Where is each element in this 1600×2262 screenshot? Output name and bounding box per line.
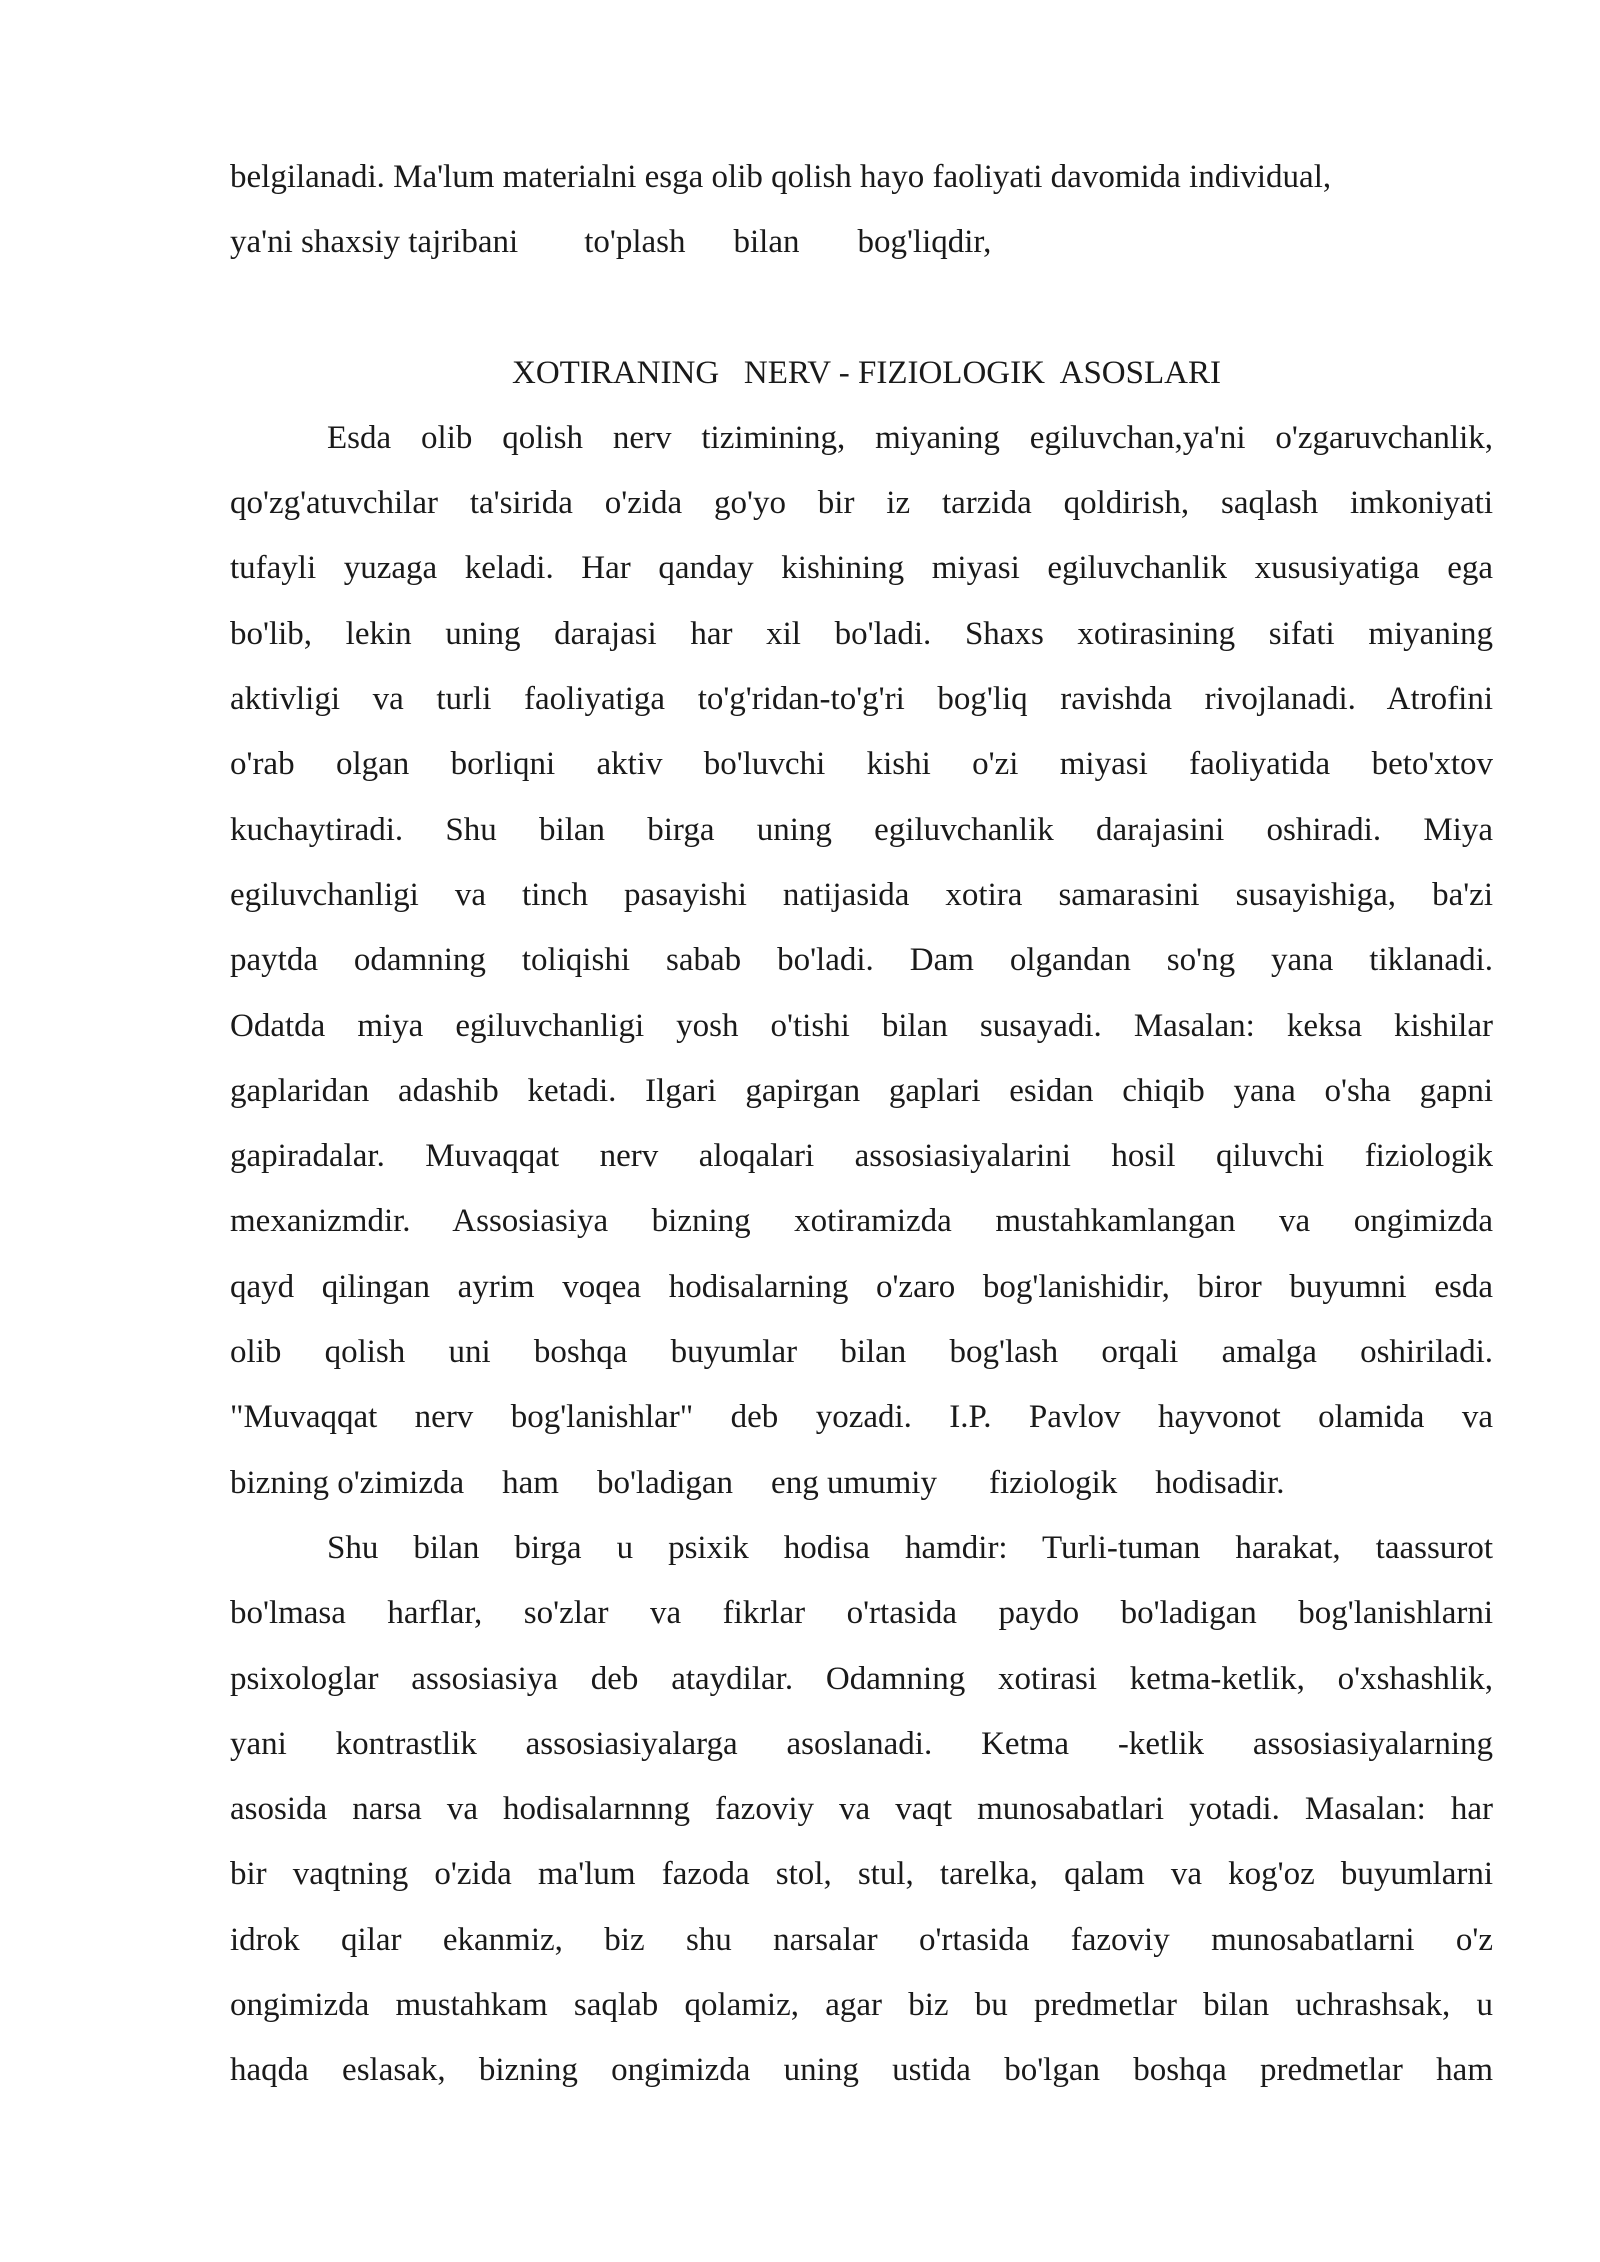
paragraph-line: ongimizda mustahkam saqlab qolamiz, agar biz bu predmetlar bilan uchrashsak, u <box>230 1987 1493 2024</box>
intro-line-2-part: bog'liqdir, <box>857 224 992 261</box>
paragraph-line: idrok qilar ekanmiz, biz shu narsalar o'rtasida fazoviy munosabatlarni o'z <box>230 1921 1493 1958</box>
paragraph-line: asosida narsa va hodisalarnnng fazoviy va vaqt munosabatlari yotadi. Masalan: har <box>230 1791 1493 1828</box>
last-line-part: fiziologik <box>988 1464 1118 1501</box>
paragraph-line: tufayli yuzaga keladi. Har qanday kishining miyasi egiluvchanlik xususiyatiga ega <box>230 550 1493 587</box>
paragraph-line: aktivligi va turli faoliyatiga to'g'ridan-to'g'ri bog'liq ravishda rivojlanadi. Atrofini <box>230 681 1493 718</box>
document-page <box>230 145 1493 2104</box>
paragraph-line: psixologlar assosiasiya deb ataydilar. Odamning xotirasi ketma-ketlik, o'xshashlik, <box>230 1660 1493 1697</box>
intro-line-2-part: ya'ni shaxsiy tajribani <box>230 224 519 261</box>
paragraph-line: gapiradalar. Muvaqqat nerv aloqalari assosiasiyalarini hosil qiluvchi fiziologik <box>230 1138 1493 1175</box>
paragraph-2 <box>230 1516 1493 2104</box>
paragraph-1 <box>230 406 1493 1516</box>
intro-line-2-part: bilan <box>733 224 800 261</box>
last-line-part: bizning o'zimizda <box>230 1464 465 1501</box>
paragraph-line: qayd qilingan ayrim voqea hodisalarning o'zaro bog'lanishidir, biror buyumni esda <box>230 1268 1493 1305</box>
paragraph-line: "Muvaqqat nerv bog'lanishlar" deb yozadi. I.P. Pavlov hayvonot olamida va <box>230 1399 1493 1436</box>
paragraph-line: bo'lmasa harflar, so'zlar va fikrlar o'rtasida paydo bo'ladigan bog'lanishlarni <box>230 1595 1493 1632</box>
last-line-part: eng umumiy <box>771 1464 937 1501</box>
paragraph-line: yani kontrastlik assosiasiyalarga asoslanadi. Ketma -ketlik assosiasiyalarning <box>230 1725 1493 1762</box>
paragraph-line: gaplaridan adashib ketadi. Ilgari gapirgan gaplari esidan chiqib yana o'sha gapni <box>230 1072 1493 1109</box>
paragraph-line: haqda eslasak, bizning ongimizda uning ustida bo'lgan boshqa predmetlar ham <box>230 2052 1493 2089</box>
intro-line-1: belgilanadi. Ma'lum materialni esga olib qolish hayo faoliyati davomida individual, <box>230 159 1332 195</box>
paragraph-line: Shu bilan birga u psixik hodisa hamdir: Turli-tuman harakat, taassurot <box>327 1529 1493 1566</box>
paragraph-line: egiluvchanligi va tinch pasayishi natijasida xotira samarasini susayishiga, ba'zi <box>230 876 1493 913</box>
last-line-part: bo'ladigan <box>596 1464 734 1501</box>
paragraph-line: qo'zg'atuvchilar ta'sirida o'zida go'yo bir iz tarzida qoldirish, saqlash imkoniyati <box>230 485 1493 522</box>
paragraph-line: bir vaqtning o'zida ma'lum fazoda stol, stul, tarelka, qalam va kog'oz buyumlarni <box>230 1856 1493 1893</box>
paragraph-line: mexanizmdir. Assosiasiya bizning xotiramizda mustahkamlangan va ongimizda <box>230 1203 1493 1240</box>
paragraph-line: bo'lib, lekin uning darajasi har xil bo'ladi. Shaxs xotirasining sifati miyaning <box>230 615 1493 652</box>
paragraph-line: o'rab olgan borliqni aktiv bo'luvchi kishi o'zi miyasi faoliyatida beto'xtov <box>230 746 1493 783</box>
paragraph-line: olib qolish uni boshqa buyumlar bilan bog'lash orqali amalga oshiriladi. <box>230 1334 1493 1371</box>
intro-line-2 <box>230 210 1493 275</box>
paragraph-line: kuchaytiradi. Shu bilan birga uning egiluvchanlik darajasini oshiradi. Miya <box>230 811 1493 848</box>
paragraph-line: Odatda miya egiluvchanligi yosh o'tishi bilan susayadi. Masalan: keksa kishilar <box>230 1007 1493 1044</box>
last-line-part: ham <box>502 1464 559 1501</box>
intro-line-2-part: to'plash <box>584 224 686 261</box>
paragraph-line: paytda odamning toliqishi sabab bo'ladi. Dam olgandan so'ng yana tiklanadi. <box>230 942 1493 979</box>
last-line-part: hodisadir. <box>1155 1464 1285 1501</box>
paragraph-line: Esda olib qolish nerv tizimining, miyaning egiluvchan,ya'ni o'zgaruvchanlik, <box>327 419 1493 456</box>
paragraph-last-line <box>230 1451 1493 1516</box>
section-heading: XOTIRANING NERV - FIZIOLOGIK ASOSLARI <box>512 354 1221 391</box>
